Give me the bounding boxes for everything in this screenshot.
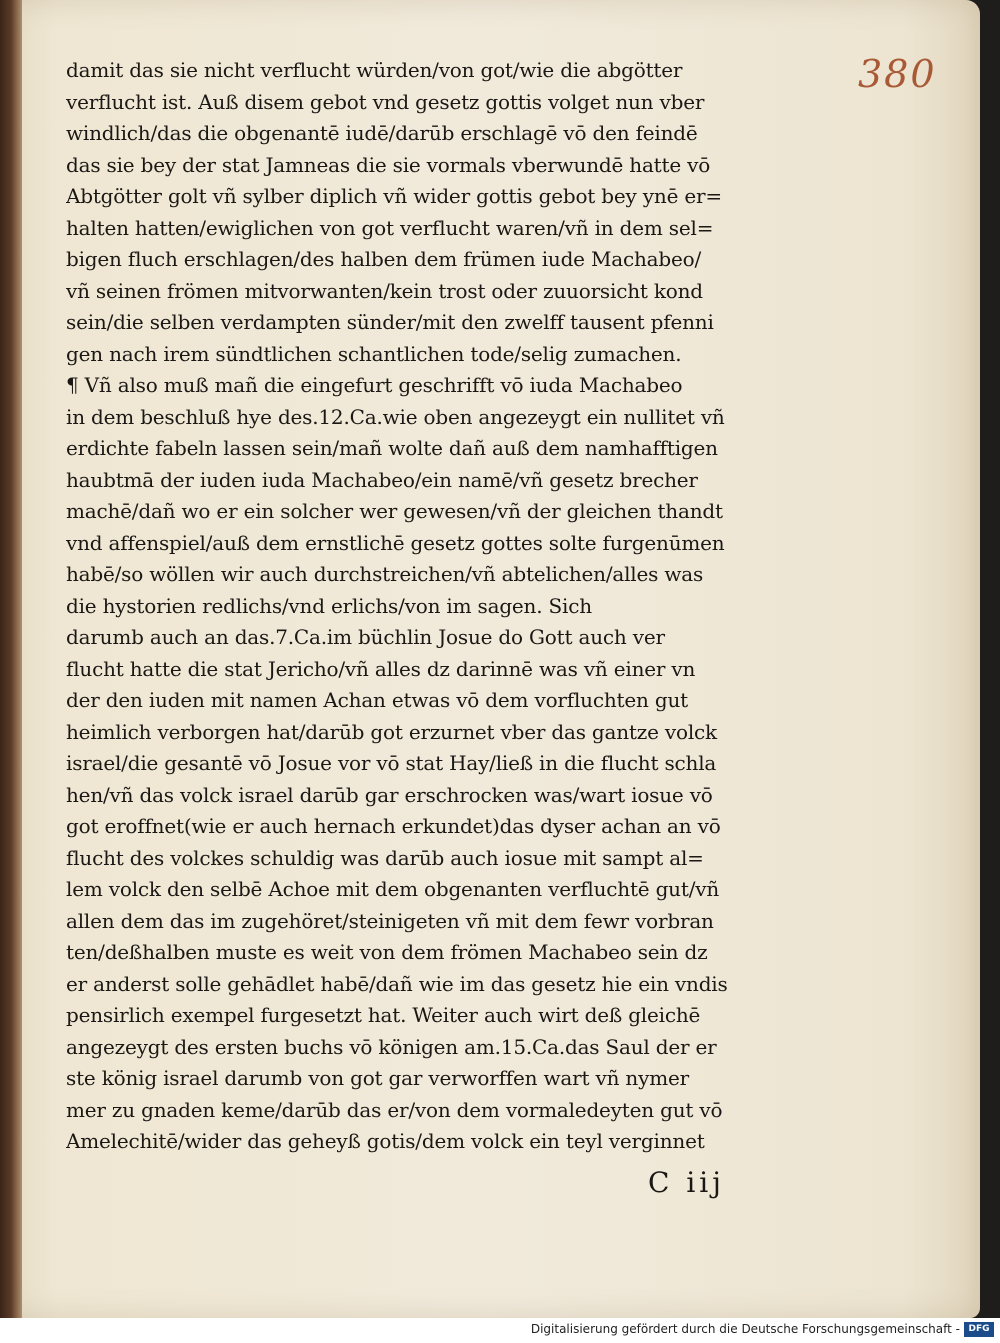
text-line: flucht des volckes schuldig was darūb auch iosue mit sampt al= xyxy=(66,845,704,870)
text-line: haubtmā der iuden iuda Machabeo/ein namē/vñ gesetz brecher xyxy=(66,467,698,492)
text-line: machē/dañ wo er ein solcher wer gewesen/vñ der gleichen thandt xyxy=(66,499,723,523)
text-line: windlich/das die obgenantē iudē/darūb erschlagē vō den feindē xyxy=(66,121,698,145)
text-line: angezeygt des ersten buchs vō königen am.15.Ca.das Saul der er xyxy=(66,1034,717,1059)
text-line: mer zu gnaden keme/darūb das er/von dem vormaledeyten gut vō xyxy=(66,1097,723,1122)
footer-bar xyxy=(0,1318,1000,1343)
text-line: heimlich verborgen hat/darūb got erzurnet vber das gantze volck xyxy=(66,719,717,744)
text-line: die hystorien redlichs/vnd erlichs/von im sagen. Sich xyxy=(66,593,592,618)
text-line: damit das sie nicht verflucht würden/von got/wie die abgötter xyxy=(66,58,683,82)
text-line: Abtgötter golt vñ sylber diplich vñ wider gottis gebot bey ynē er= xyxy=(66,184,722,208)
text-line: er anderst solle gehādlet habē/dañ wie im das gesetz hie ein vndis xyxy=(66,971,728,996)
text-line: lem volck den selbē Achoe mit dem obgenanten verfluchtē gut/vñ xyxy=(66,877,720,901)
folio-number: 380 xyxy=(858,52,937,96)
funding-credit: Digitalisierung gefördert durch die Deutsche Forschungsgemeinschaft - xyxy=(530,1322,960,1336)
text-line: halten hatten/ewiglichen von got verflucht waren/vñ in dem sel= xyxy=(66,215,714,240)
text-line: bigen fluch erschlagen/des halben dem frümen iude Machabeo/ xyxy=(66,247,701,271)
text-line: erdichte fabeln lassen sein/mañ wolte dañ auß dem namhafftigen xyxy=(66,436,718,460)
text-line: in dem beschluß hye des.12.Ca.wie oben angezeygt ein nullitet vñ xyxy=(66,404,725,429)
text-line: ten/deßhalben muste es weit von dem frömen Machabeo sein dz xyxy=(66,940,708,964)
text-line: vnd affenspiel/auß dem ernstlichē gesetz gottes solte furgenūmen xyxy=(66,530,725,555)
text-line: ste könig israel darumb von got gar verworffen wart vñ nymer xyxy=(66,1066,689,1090)
signature-mark: C iij xyxy=(648,1166,725,1199)
text-line: israel/die gesantē vō Josue vor vō stat Hay/ließ in die flucht schla xyxy=(66,751,717,775)
text-line: ¶ Vñ also muß mañ die eingefurt geschrifft vō iuda Machabeo xyxy=(66,373,683,397)
text-line: allen dem das im zugehöret/steinigeten vñ mit dem fewr vorbran xyxy=(66,908,714,933)
text-line: sein/die selben verdampten sünder/mit den zwelff tausent pfenni xyxy=(66,310,714,334)
text-line: habē/so wöllen wir auch durchstreichen/vñ abtelichen/alles was xyxy=(66,562,704,586)
text-line: flucht hatte die stat Jericho/vñ alles dz darinnē was vñ einer vn xyxy=(66,656,696,681)
text-line: got eroffnet(wie er auch hernach erkundet)das dyser achan an vō xyxy=(66,814,721,838)
text-line: Amelechitē/wider das geheyß gotis/dem volck ein teyl verginnet xyxy=(66,1129,705,1153)
text-line: hen/vñ das volck israel darūb gar erschrocken was/wart iosue vō xyxy=(66,782,713,807)
text-block xyxy=(66,55,836,1158)
text-line: verflucht ist. Auß disem gebot vnd gesetz gottis volget nun vber xyxy=(66,89,705,114)
text-line: darumb auch an das.7.Ca.im büchlin Josue do Gott auch ver xyxy=(66,625,665,649)
text-line: das sie bey der stat Jamneas die sie vormals vberwundē hatte vō xyxy=(66,152,711,177)
dfg-logo-icon: DFG xyxy=(964,1322,994,1337)
book-spine xyxy=(0,0,22,1318)
text-line: pensirlich exempel furgesetzt hat. Weiter auch wirt deß gleichē xyxy=(66,1003,701,1027)
text-line: vñ seinen frömen mitvorwanten/kein trost oder zuuorsicht kond xyxy=(66,278,703,303)
text-line: der den iuden mit namen Achan etwas vō dem vorfluchten gut xyxy=(66,688,688,712)
text-line: gen nach irem sündtlichen schantlichen tode/selig zumachen. xyxy=(66,341,682,366)
